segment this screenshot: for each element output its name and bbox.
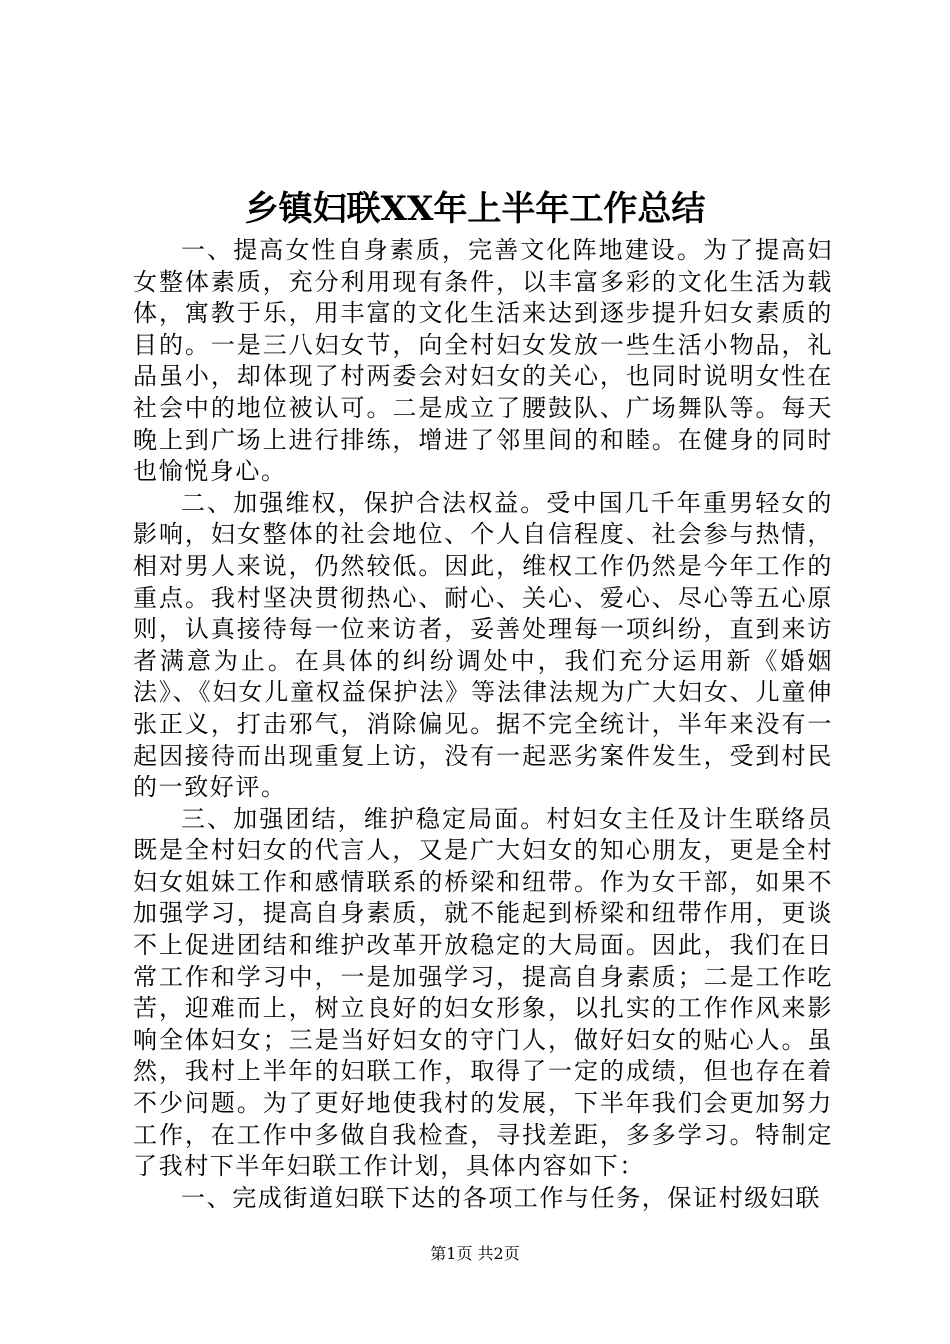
page-number-footer: 第1页 共2页 (430, 1244, 520, 1263)
paragraph-3: 三、加强团结，维护稳定局面。村妇女主任及计生联络员既是全村妇女的代言人，又是广大妇女的知心朋友，更是全村妇女姐妹工作和感情联系的桥梁和纽带。作为女干部，如果不加强学习，提高自身素质，就不能起到桥梁和纽带作用，更谈不上促进团结和维护改革开放稳定的大局面。因此，我们在日常工作和学习中，一是加强学习，提高自身素质；二是工作吃苦，迎难而上，树立良好的妇女形象，以扎实的工作作风来影响全体妇女；三是当好妇女的守门人，做好妇女的贴心人。虽然，我村上半年的妇联工作，取得了一定的成绩，但也存在着不少问题。为了更好地使我村的发展，下半年我们会更加努力工作，在工作中多做自我检查，寻找差距，多多学习。特制定了我村下半年妇联工作计划，具体内容如下： (133, 804, 833, 1181)
paragraph-4: 一、完成街道妇联下达的各项工作与任务，保证村级妇联 (181, 1183, 821, 1212)
document-title: 乡镇妇联XX年上半年工作总结 (244, 189, 706, 229)
paragraph-2: 二、加强维权，保护合法权益。受中国几千年重男轻女的影响，妇女整体的社会地位、个人自信程度、社会参与热情，相对男人来说，仍然较低。因此，维权工作仍然是今年工作的重点。我村坚决贯彻热心、耐心、关心、爱心、尽心等五心原则，认真接待每一位来访者，妥善处理每一项纠纷，直到来访者满意为止。在具体的纠纷调处中，我们充分运用新《婚姻法》、《妇女儿童权益保护法》等法律法规为广大妇女、儿童伸张正义，打击邪气，消除偏见。据不完全统计，半年来没有一起因接待而出现重复上访，没有一起恶劣案件发生，受到村民的一致好评。 (133, 488, 833, 802)
paragraph-1: 一、提高女性自身素质，完善文化阵地建设。为了提高妇女整体素质，充分利用现有条件，以丰富多彩的文化生活为载体，寓教于乐，用丰富的文化生活来达到逐步提升妇女素质的目的。一是三八妇女节，向全村妇女发放一些生活小物品，礼品虽小，却体现了村两委会对妇女的关心，也同时说明女性在社会中的地位被认可。二是成立了腰鼓队、广场舞队等。每天晚上到广场上进行排练，增进了邻里间的和睦。在健身的同时也愉悦身心。 (133, 236, 833, 486)
document-body (133, 235, 833, 1214)
